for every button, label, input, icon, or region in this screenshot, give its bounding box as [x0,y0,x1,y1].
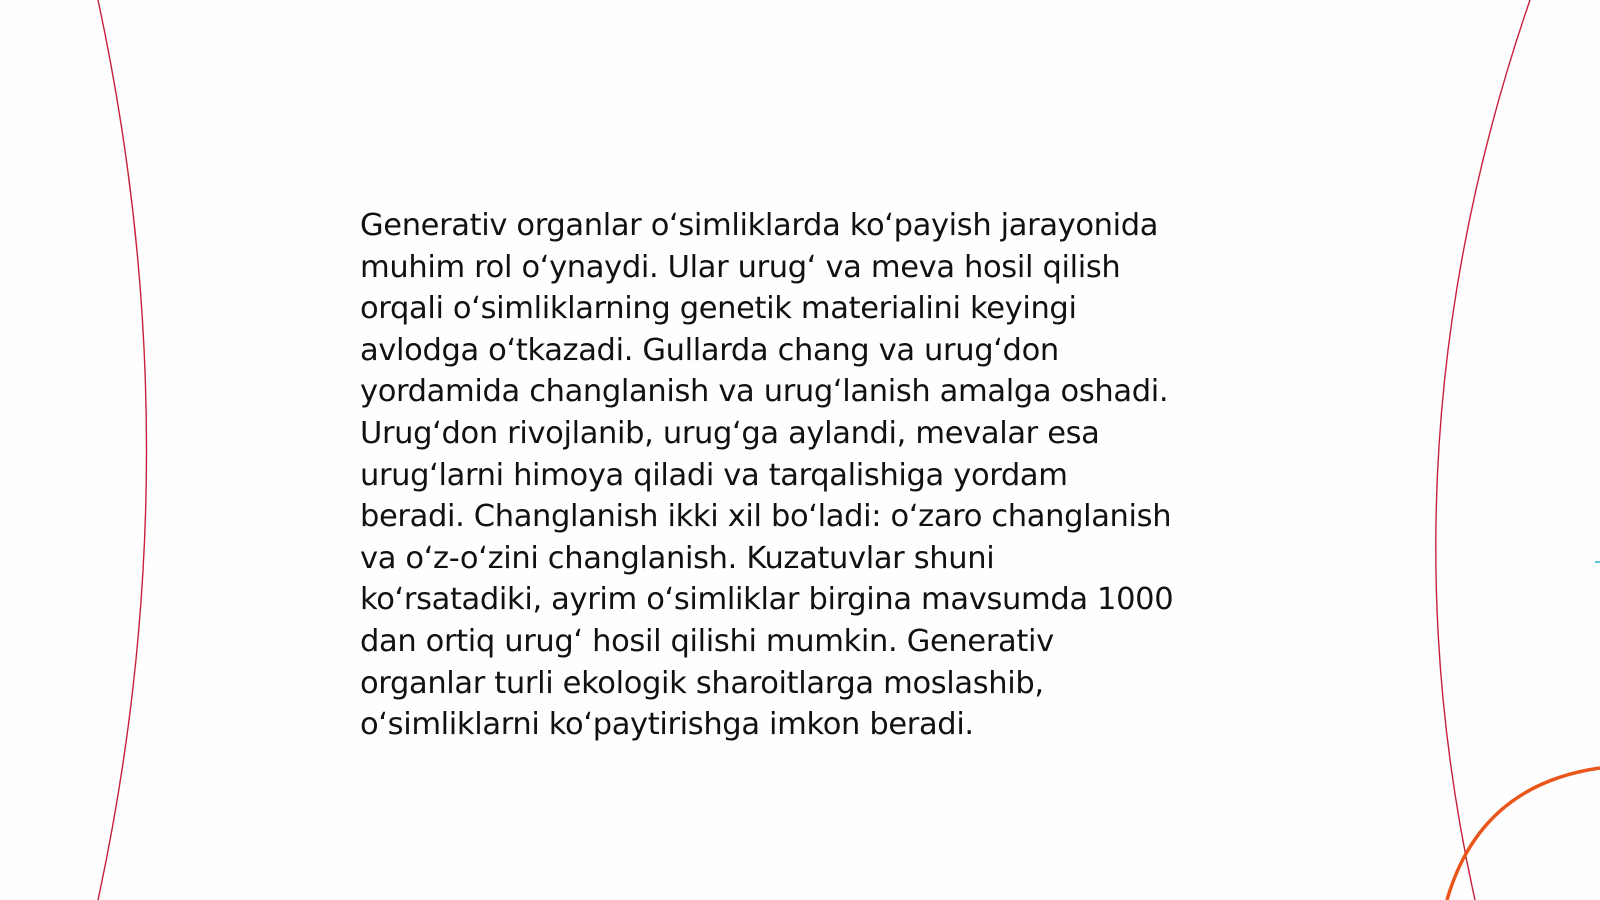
text-line: dan ortiq urug‘ hosil qilishi mumkin. Generativ [360,623,1054,659]
text-line: urug‘larni himoya qiladi va tarqalishiga yordam [360,457,1068,493]
text-line: organlar turli ekologik sharoitlarga moslashib, [360,665,1044,701]
left-curve-line [98,0,147,900]
body-paragraph [360,205,1240,746]
text-line: muhim rol o‘ynaydi. Ular urug‘ va meva hosil qilish [360,249,1121,285]
text-line: ko‘rsatadiki, ayrim o‘simliklar birgina mavsumda 1000 [360,582,1174,618]
text-line: Urug‘don rivojlanib, urug‘ga aylandi, mevalar esa [360,415,1100,451]
orange-arc [1447,768,1600,900]
text-line: beradi. Changlanish ikki xil bo‘ladi: o‘zaro changlanish [360,499,1172,535]
text-line: va o‘z-o‘zini changlanish. Kuzatuvlar shuni [360,540,995,576]
right-curve-line [1436,0,1530,900]
text-line: yordamida changlanish va urug‘lanish amalga oshadi. [360,374,1169,410]
text-line: orqali o‘simliklarning genetik materialini keyingi [360,291,1077,327]
text-line: Generativ organlar o‘simliklarda ko‘payish jarayonida [360,208,1159,243]
text-line: o‘simliklarni ko‘paytirishga imkon beradi. [360,707,974,743]
text-line: avlodga o‘tkazadi. Gullarda chang va urug‘don [360,332,1059,368]
